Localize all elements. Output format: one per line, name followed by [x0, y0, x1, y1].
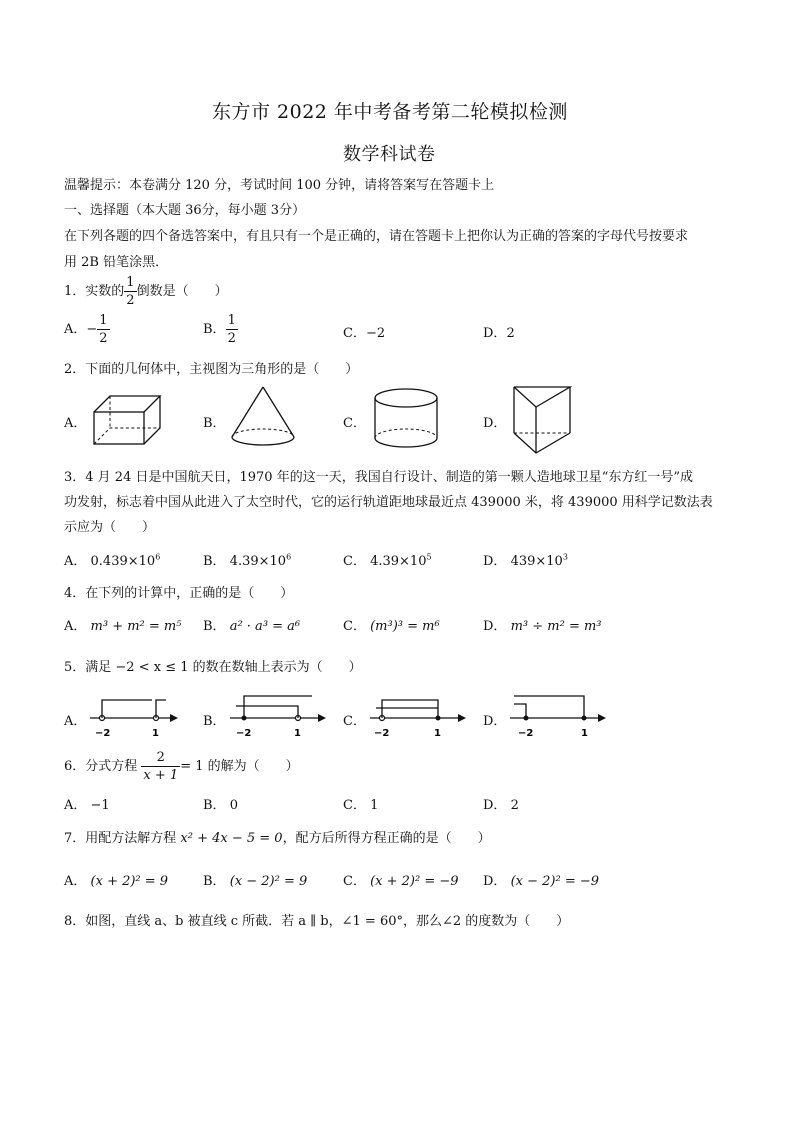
- tick-label: 1: [581, 728, 588, 739]
- q6-fraction: $\frac{2}{x + 1}$: [143, 750, 179, 783]
- q4-option-c[interactable]: C． (m³)³ = m⁶: [343, 619, 440, 634]
- q1-prefix: 1．实数的: [64, 284, 125, 299]
- section-heading: 一、选择题（本大题 36分，每小题 3分）: [64, 203, 306, 218]
- question-4-stem: 4．在下列的计算中，正确的是（ ）: [64, 586, 294, 601]
- q7-option-b[interactable]: B． (x − 2)² = 9: [203, 874, 308, 889]
- q3-option-c[interactable]: C． $4.39\times 10^5$: [343, 552, 432, 569]
- q7-option-d[interactable]: D． (x − 2)² = −9: [483, 874, 600, 889]
- question-3-line2: 功发射，标志着中国从此进入了太空时代，它的运行轨道距地球最近点 439000 米，将 439000 用科学记数法表: [64, 495, 713, 510]
- exam-title: 东方市 2022 年中考备考第二轮模拟检测: [212, 101, 568, 123]
- question-8-stem: 8．如图，直线 a、b 被直线 c 所截．若 a ∥ b，∠1 = 60°，那么∠2 的度数为（ ）: [64, 914, 570, 929]
- q1-option-b[interactable]: B． $\frac{1}{2}$: [203, 313, 236, 346]
- tick-label: −2: [236, 728, 252, 739]
- q2-option-d-label[interactable]: D．: [483, 416, 507, 431]
- q1-suffix: 倒数是（ ）: [136, 284, 228, 299]
- cuboid-figure: [92, 392, 164, 448]
- question-3-line1: 3．4 月 24 日是中国航天日，1970 年的这一天，我国自行设计、制造的第一颗人造地球卫星“东方红一号”成: [64, 470, 693, 485]
- q1-option-d[interactable]: D．2: [483, 326, 515, 341]
- exam-tip: 温馨提示：本卷满分 120 分，考试时间 100 分钟，请将答案写在答题卡上: [64, 178, 495, 193]
- section-instruction-line1: 在下列各题的四个备选答案中，有且只有一个是正确的，请在答题卡上把你认为正确的答案的字母代号按要求: [64, 229, 689, 244]
- q7-option-a[interactable]: A． (x + 2)² = 9: [64, 874, 169, 889]
- number-line-a: [90, 692, 180, 742]
- number-line-d: [510, 692, 610, 742]
- tick-label: −2: [374, 728, 390, 739]
- question-1-stem: [64, 276, 228, 307]
- number-line-b: [230, 692, 330, 742]
- question-3-line3: 示应为（ ）: [64, 520, 156, 535]
- triangular-prism-figure: [510, 385, 576, 457]
- q4-option-b[interactable]: B． a² · a³ = a⁶: [203, 619, 301, 634]
- q3-option-a[interactable]: A． $0.439\times 10^6$: [64, 552, 161, 569]
- q1-option-a[interactable]: A．− $\frac{1}{2}$: [64, 313, 108, 346]
- question-5-stem: 5．满足 −2 < x ≤ 1 的数在数轴上表示为（ ）: [64, 660, 362, 675]
- tick-label: −2: [518, 728, 534, 739]
- q6-option-a[interactable]: A． −1: [64, 798, 110, 813]
- tick-label: 1: [434, 728, 441, 739]
- q5-option-b-label[interactable]: B．: [203, 714, 226, 729]
- q1-fraction: $\frac{1}{2}$: [126, 275, 135, 308]
- q5-option-a-label[interactable]: A．: [64, 714, 87, 729]
- exam-subtitle: 数学科试卷: [343, 144, 436, 165]
- q6-option-b[interactable]: B． 0: [203, 798, 238, 813]
- tick-label: 1: [152, 728, 159, 739]
- tick-label: 1: [294, 728, 301, 739]
- tick-label: −2: [95, 728, 111, 739]
- q3-option-d[interactable]: D． $439\times 10^3$: [483, 552, 568, 569]
- q2-option-c-label[interactable]: C．: [343, 416, 366, 431]
- cone-figure: [228, 385, 298, 447]
- q3-option-b[interactable]: B． $4.39\times 10^6$: [203, 552, 292, 569]
- q6-option-d[interactable]: D． 2: [483, 798, 519, 813]
- q2-option-b-label[interactable]: B．: [203, 416, 226, 431]
- q2-option-a-label[interactable]: A．: [64, 416, 87, 431]
- q5-option-d-label[interactable]: D．: [483, 714, 507, 729]
- section-instruction-line2: 用 2B 铅笔涂黑．: [64, 255, 169, 270]
- question-7-stem: 7．用配方法解方程 x² + 4x − 5 = 0，配方后所得方程正确的是（ ）: [64, 831, 491, 846]
- q4-option-d[interactable]: D． m³ ÷ m² = m³: [483, 619, 602, 634]
- question-2-stem: 2．下面的几何体中，主视图为三角形的是（ ）: [64, 362, 359, 377]
- q5-option-c-label[interactable]: C．: [343, 714, 366, 729]
- q6-option-c[interactable]: C． 1: [343, 798, 379, 813]
- cylinder-figure: [371, 386, 441, 450]
- q7-option-c[interactable]: C． (x + 2)² = −9: [343, 874, 459, 889]
- question-6-stem: 6．分式方程 $\frac{2}{x + 1}$ = 1 的解为（ ）: [64, 750, 299, 783]
- number-line-c: [370, 692, 470, 742]
- q1-option-c[interactable]: C．−2: [343, 326, 386, 341]
- q4-option-a[interactable]: A． m³ + m² = m⁵: [64, 619, 182, 634]
